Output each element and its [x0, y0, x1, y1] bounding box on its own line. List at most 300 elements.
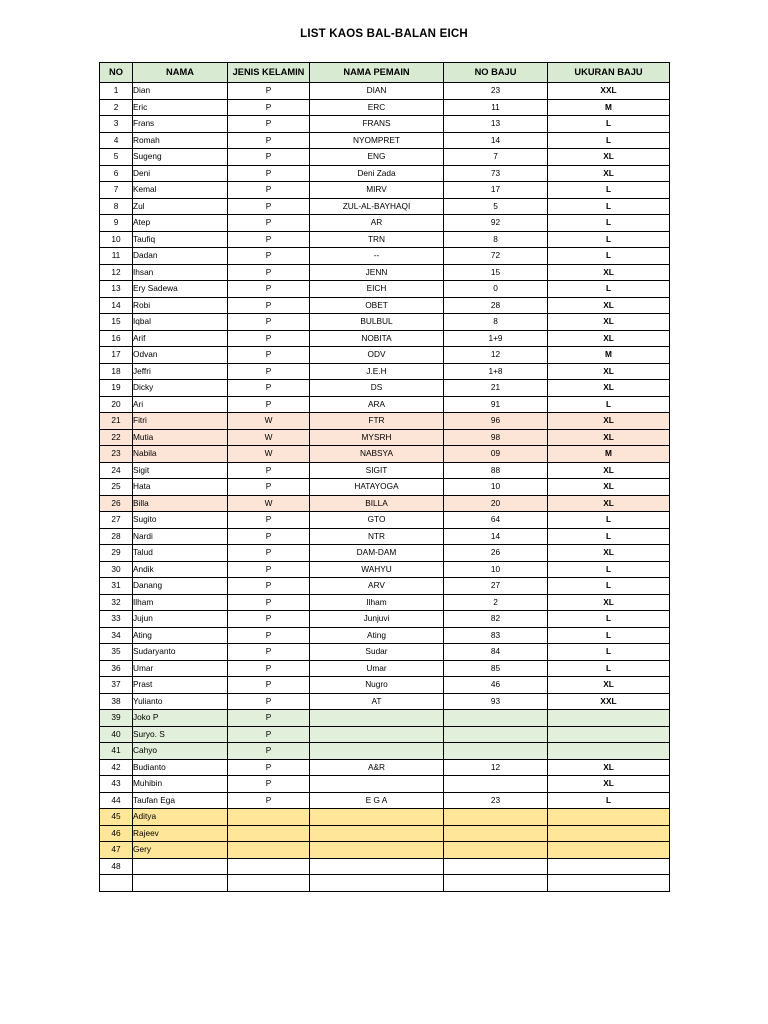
cell-ukuran-baju[interactable]: L [548, 578, 670, 595]
cell-jenis-kelamin[interactable]: P [228, 710, 310, 727]
cell-jenis-kelamin[interactable]: P [228, 264, 310, 281]
cell-no[interactable]: 29 [100, 545, 133, 562]
cell-nama-pemain[interactable]: JENN [310, 264, 444, 281]
cell-ukuran-baju[interactable] [548, 743, 670, 760]
cell-nama[interactable]: Zul [133, 198, 228, 215]
cell-nama[interactable]: Atep [133, 215, 228, 232]
cell-ukuran-baju[interactable]: L [548, 396, 670, 413]
cell-no-baju[interactable]: 82 [444, 611, 548, 628]
cell-jenis-kelamin[interactable]: P [228, 792, 310, 809]
cell-ukuran-baju[interactable]: XL [548, 297, 670, 314]
cell-ukuran-baju[interactable]: XXL [548, 693, 670, 710]
cell-jenis-kelamin[interactable] [228, 809, 310, 826]
cell-ukuran-baju[interactable]: L [548, 248, 670, 265]
cell-no[interactable]: 21 [100, 413, 133, 430]
cell-nama-pemain[interactable]: Sudar [310, 644, 444, 661]
cell-jenis-kelamin[interactable]: W [228, 495, 310, 512]
cell-no[interactable]: 47 [100, 842, 133, 859]
cell-ukuran-baju[interactable]: XL [548, 776, 670, 793]
cell-jenis-kelamin[interactable]: P [228, 215, 310, 232]
cell-jenis-kelamin[interactable]: P [228, 627, 310, 644]
cell-nama[interactable]: Jeffri [133, 363, 228, 380]
cell-nama-pemain[interactable]: Ating [310, 627, 444, 644]
cell-ukuran-baju[interactable] [548, 858, 670, 875]
cell-jenis-kelamin[interactable]: P [228, 198, 310, 215]
cell-ukuran-baju[interactable]: XL [548, 545, 670, 562]
cell-nama-pemain[interactable]: DS [310, 380, 444, 397]
cell-jenis-kelamin[interactable]: P [228, 380, 310, 397]
cell-no-baju[interactable]: 21 [444, 380, 548, 397]
cell-no-baju[interactable]: 12 [444, 347, 548, 364]
cell-nama[interactable]: Billa [133, 495, 228, 512]
cell-jenis-kelamin[interactable] [228, 842, 310, 859]
cell-no[interactable]: 41 [100, 743, 133, 760]
cell-nama-pemain[interactable] [310, 710, 444, 727]
cell-nama[interactable] [133, 858, 228, 875]
cell-ukuran-baju[interactable] [548, 875, 670, 892]
cell-nama[interactable]: Yulianto [133, 693, 228, 710]
cell-ukuran-baju[interactable]: XL [548, 330, 670, 347]
cell-nama[interactable]: Dian [133, 83, 228, 100]
cell-no-baju[interactable]: 64 [444, 512, 548, 529]
cell-jenis-kelamin[interactable]: P [228, 561, 310, 578]
cell-nama-pemain[interactable]: AT [310, 693, 444, 710]
cell-jenis-kelamin[interactable]: P [228, 297, 310, 314]
cell-ukuran-baju[interactable]: L [548, 231, 670, 248]
cell-nama[interactable]: Frans [133, 116, 228, 133]
cell-ukuran-baju[interactable]: XL [548, 429, 670, 446]
cell-no[interactable]: 27 [100, 512, 133, 529]
cell-no-baju[interactable]: 14 [444, 132, 548, 149]
cell-no[interactable]: 1 [100, 83, 133, 100]
cell-nama-pemain[interactable]: NABSYA [310, 446, 444, 463]
cell-no[interactable]: 19 [100, 380, 133, 397]
cell-jenis-kelamin[interactable]: P [228, 644, 310, 661]
cell-nama[interactable]: Odvan [133, 347, 228, 364]
cell-no-baju[interactable]: 8 [444, 231, 548, 248]
cell-nama-pemain[interactable]: ARA [310, 396, 444, 413]
cell-nama[interactable]: Arif [133, 330, 228, 347]
cell-nama[interactable]: Talud [133, 545, 228, 562]
cell-nama-pemain[interactable]: HATAYOGA [310, 479, 444, 496]
cell-jenis-kelamin[interactable]: P [228, 83, 310, 100]
cell-nama-pemain[interactable]: NYOMPRET [310, 132, 444, 149]
cell-ukuran-baju[interactable]: L [548, 528, 670, 545]
cell-ukuran-baju[interactable]: L [548, 198, 670, 215]
cell-no-baju[interactable]: 46 [444, 677, 548, 694]
cell-no[interactable]: 44 [100, 792, 133, 809]
cell-jenis-kelamin[interactable]: P [228, 165, 310, 182]
cell-nama[interactable]: Eric [133, 99, 228, 116]
header-no[interactable]: NO [100, 63, 133, 83]
cell-no-baju[interactable]: 1+9 [444, 330, 548, 347]
cell-no[interactable]: 26 [100, 495, 133, 512]
cell-ukuran-baju[interactable] [548, 710, 670, 727]
header-no-baju[interactable]: NO BAJU [444, 63, 548, 83]
cell-nama-pemain[interactable]: BILLA [310, 495, 444, 512]
cell-nama[interactable]: Ilham [133, 594, 228, 611]
cell-no[interactable]: 14 [100, 297, 133, 314]
cell-ukuran-baju[interactable]: XL [548, 462, 670, 479]
cell-no[interactable]: 4 [100, 132, 133, 149]
cell-nama-pemain[interactable]: FRANS [310, 116, 444, 133]
cell-no-baju[interactable]: 15 [444, 264, 548, 281]
cell-nama[interactable]: Taufan Ega [133, 792, 228, 809]
cell-nama-pemain[interactable] [310, 776, 444, 793]
cell-ukuran-baju[interactable]: L [548, 116, 670, 133]
cell-nama[interactable]: Andik [133, 561, 228, 578]
cell-no-baju[interactable]: 92 [444, 215, 548, 232]
cell-jenis-kelamin[interactable]: P [228, 512, 310, 529]
cell-no[interactable]: 15 [100, 314, 133, 331]
cell-nama-pemain[interactable] [310, 858, 444, 875]
cell-no[interactable]: 30 [100, 561, 133, 578]
cell-no-baju[interactable]: 96 [444, 413, 548, 430]
cell-ukuran-baju[interactable]: L [548, 281, 670, 298]
cell-nama-pemain[interactable]: ERC [310, 99, 444, 116]
cell-jenis-kelamin[interactable]: P [228, 248, 310, 265]
cell-nama[interactable]: Nabila [133, 446, 228, 463]
cell-nama[interactable]: Jujun [133, 611, 228, 628]
cell-no[interactable]: 6 [100, 165, 133, 182]
cell-nama[interactable]: Sigit [133, 462, 228, 479]
cell-no[interactable]: 31 [100, 578, 133, 595]
cell-jenis-kelamin[interactable]: P [228, 693, 310, 710]
cell-jenis-kelamin[interactable]: P [228, 743, 310, 760]
cell-no[interactable]: 39 [100, 710, 133, 727]
cell-jenis-kelamin[interactable]: P [228, 776, 310, 793]
cell-no[interactable]: 20 [100, 396, 133, 413]
cell-nama[interactable]: Prast [133, 677, 228, 694]
cell-no[interactable]: 18 [100, 363, 133, 380]
cell-ukuran-baju[interactable]: XL [548, 264, 670, 281]
cell-jenis-kelamin[interactable]: P [228, 479, 310, 496]
cell-no-baju[interactable]: 23 [444, 792, 548, 809]
cell-no-baju[interactable]: 73 [444, 165, 548, 182]
cell-ukuran-baju[interactable]: L [548, 611, 670, 628]
cell-jenis-kelamin[interactable] [228, 858, 310, 875]
cell-no[interactable]: 16 [100, 330, 133, 347]
cell-nama[interactable]: Ari [133, 396, 228, 413]
cell-nama[interactable]: Muhibin [133, 776, 228, 793]
cell-no-baju[interactable]: 12 [444, 759, 548, 776]
cell-nama-pemain[interactable]: AR [310, 215, 444, 232]
cell-nama-pemain[interactable] [310, 809, 444, 826]
cell-ukuran-baju[interactable]: L [548, 561, 670, 578]
cell-jenis-kelamin[interactable]: P [228, 677, 310, 694]
cell-no-baju[interactable] [444, 825, 548, 842]
cell-nama-pemain[interactable]: Deni Zada [310, 165, 444, 182]
cell-no[interactable]: 42 [100, 759, 133, 776]
cell-nama-pemain[interactable]: NOBITA [310, 330, 444, 347]
cell-no[interactable]: 3 [100, 116, 133, 133]
cell-nama-pemain[interactable]: NTR [310, 528, 444, 545]
cell-jenis-kelamin[interactable]: P [228, 578, 310, 595]
cell-nama-pemain[interactable]: A&R [310, 759, 444, 776]
header-ukuran-baju[interactable]: UKURAN BAJU [548, 63, 670, 83]
cell-no[interactable]: 34 [100, 627, 133, 644]
cell-no-baju[interactable]: 98 [444, 429, 548, 446]
cell-ukuran-baju[interactable]: L [548, 627, 670, 644]
cell-no-baju[interactable]: 20 [444, 495, 548, 512]
cell-jenis-kelamin[interactable]: P [228, 759, 310, 776]
cell-nama[interactable]: Sugeng [133, 149, 228, 166]
cell-nama-pemain[interactable]: ARV [310, 578, 444, 595]
cell-no[interactable]: 17 [100, 347, 133, 364]
cell-jenis-kelamin[interactable]: P [228, 462, 310, 479]
cell-nama[interactable] [133, 875, 228, 892]
cell-nama-pemain[interactable]: WAHYU [310, 561, 444, 578]
cell-no-baju[interactable] [444, 776, 548, 793]
cell-jenis-kelamin[interactable]: P [228, 363, 310, 380]
cell-no[interactable]: 45 [100, 809, 133, 826]
cell-no-baju[interactable]: 28 [444, 297, 548, 314]
cell-ukuran-baju[interactable]: XL [548, 165, 670, 182]
cell-nama[interactable]: Umar [133, 660, 228, 677]
cell-ukuran-baju[interactable]: L [548, 792, 670, 809]
cell-no-baju[interactable] [444, 743, 548, 760]
cell-no-baju[interactable] [444, 842, 548, 859]
cell-jenis-kelamin[interactable]: W [228, 446, 310, 463]
cell-jenis-kelamin[interactable]: P [228, 99, 310, 116]
cell-no[interactable]: 36 [100, 660, 133, 677]
cell-nama-pemain[interactable] [310, 842, 444, 859]
cell-nama-pemain[interactable]: EICH [310, 281, 444, 298]
cell-no-baju[interactable]: 0 [444, 281, 548, 298]
cell-nama[interactable]: Fitri [133, 413, 228, 430]
cell-nama-pemain[interactable]: OBET [310, 297, 444, 314]
header-nama[interactable]: NAMA [133, 63, 228, 83]
cell-ukuran-baju[interactable]: XL [548, 759, 670, 776]
cell-ukuran-baju[interactable]: XL [548, 413, 670, 430]
cell-ukuran-baju[interactable]: L [548, 644, 670, 661]
cell-no-baju[interactable]: 27 [444, 578, 548, 595]
cell-no[interactable]: 24 [100, 462, 133, 479]
cell-jenis-kelamin[interactable]: P [228, 660, 310, 677]
cell-nama[interactable]: Danang [133, 578, 228, 595]
cell-jenis-kelamin[interactable] [228, 875, 310, 892]
cell-jenis-kelamin[interactable]: P [228, 314, 310, 331]
cell-nama-pemain[interactable]: TRN [310, 231, 444, 248]
cell-nama-pemain[interactable]: E G A [310, 792, 444, 809]
cell-nama[interactable]: Hata [133, 479, 228, 496]
cell-no-baju[interactable]: 23 [444, 83, 548, 100]
cell-nama-pemain[interactable]: MIRV [310, 182, 444, 199]
cell-nama[interactable]: Sudaryanto [133, 644, 228, 661]
cell-ukuran-baju[interactable]: XL [548, 479, 670, 496]
cell-nama-pemain[interactable]: ODV [310, 347, 444, 364]
cell-nama-pemain[interactable] [310, 825, 444, 842]
cell-jenis-kelamin[interactable]: W [228, 413, 310, 430]
cell-nama-pemain[interactable]: FTR [310, 413, 444, 430]
cell-no-baju[interactable]: 13 [444, 116, 548, 133]
cell-ukuran-baju[interactable]: L [548, 182, 670, 199]
cell-ukuran-baju[interactable]: L [548, 132, 670, 149]
cell-nama-pemain[interactable]: DAM-DAM [310, 545, 444, 562]
cell-no[interactable]: 11 [100, 248, 133, 265]
cell-no-baju[interactable]: 1+8 [444, 363, 548, 380]
cell-nama[interactable]: Mutia [133, 429, 228, 446]
cell-no-baju[interactable]: 8 [444, 314, 548, 331]
cell-no-baju[interactable]: 10 [444, 561, 548, 578]
cell-no[interactable]: 12 [100, 264, 133, 281]
cell-nama-pemain[interactable] [310, 726, 444, 743]
cell-jenis-kelamin[interactable]: P [228, 330, 310, 347]
cell-jenis-kelamin[interactable]: P [228, 528, 310, 545]
cell-ukuran-baju[interactable] [548, 825, 670, 842]
cell-nama[interactable]: Aditya [133, 809, 228, 826]
cell-ukuran-baju[interactable]: XL [548, 149, 670, 166]
cell-jenis-kelamin[interactable]: P [228, 726, 310, 743]
cell-nama[interactable]: Nardi [133, 528, 228, 545]
cell-jenis-kelamin[interactable]: P [228, 182, 310, 199]
cell-no-baju[interactable] [444, 875, 548, 892]
cell-jenis-kelamin[interactable] [228, 825, 310, 842]
cell-nama[interactable]: Budianto [133, 759, 228, 776]
cell-no[interactable]: 8 [100, 198, 133, 215]
cell-no[interactable]: 13 [100, 281, 133, 298]
cell-nama[interactable]: Taufiq [133, 231, 228, 248]
cell-no-baju[interactable] [444, 858, 548, 875]
cell-jenis-kelamin[interactable]: W [228, 429, 310, 446]
cell-no-baju[interactable]: 26 [444, 545, 548, 562]
cell-no-baju[interactable] [444, 726, 548, 743]
cell-ukuran-baju[interactable]: XL [548, 314, 670, 331]
header-jenis-kelamin[interactable]: JENIS KELAMIN [228, 63, 310, 83]
cell-nama[interactable]: Ihsan [133, 264, 228, 281]
cell-ukuran-baju[interactable]: XL [548, 677, 670, 694]
cell-nama[interactable]: Romah [133, 132, 228, 149]
cell-no-baju[interactable]: 09 [444, 446, 548, 463]
cell-no-baju[interactable] [444, 809, 548, 826]
cell-no[interactable]: 2 [100, 99, 133, 116]
cell-ukuran-baju[interactable] [548, 726, 670, 743]
cell-nama-pemain[interactable]: DIAN [310, 83, 444, 100]
cell-nama-pemain[interactable]: MYSRH [310, 429, 444, 446]
cell-no[interactable]: 23 [100, 446, 133, 463]
cell-no-baju[interactable]: 2 [444, 594, 548, 611]
cell-no[interactable]: 40 [100, 726, 133, 743]
cell-ukuran-baju[interactable]: XL [548, 363, 670, 380]
cell-nama[interactable]: Sugito [133, 512, 228, 529]
cell-no-baju[interactable]: 14 [444, 528, 548, 545]
cell-nama-pemain[interactable]: J.E.H [310, 363, 444, 380]
cell-nama[interactable]: Dicky [133, 380, 228, 397]
cell-jenis-kelamin[interactable]: P [228, 396, 310, 413]
cell-no[interactable]: 28 [100, 528, 133, 545]
cell-no-baju[interactable]: 85 [444, 660, 548, 677]
cell-jenis-kelamin[interactable]: P [228, 116, 310, 133]
cell-nama[interactable]: Ating [133, 627, 228, 644]
cell-nama[interactable]: Gery [133, 842, 228, 859]
cell-nama[interactable]: Deni [133, 165, 228, 182]
cell-nama-pemain[interactable] [310, 743, 444, 760]
cell-no-baju[interactable] [444, 710, 548, 727]
cell-nama[interactable]: Suryo. S [133, 726, 228, 743]
cell-no-baju[interactable]: 10 [444, 479, 548, 496]
cell-no-baju[interactable]: 91 [444, 396, 548, 413]
cell-nama-pemain[interactable]: Ilham [310, 594, 444, 611]
cell-no[interactable]: 22 [100, 429, 133, 446]
cell-nama-pemain[interactable]: Nugro [310, 677, 444, 694]
cell-nama-pemain[interactable]: Umar [310, 660, 444, 677]
cell-no[interactable]: 48 [100, 858, 133, 875]
cell-ukuran-baju[interactable] [548, 842, 670, 859]
cell-no[interactable]: 33 [100, 611, 133, 628]
cell-nama[interactable]: Joko P [133, 710, 228, 727]
cell-no[interactable]: 43 [100, 776, 133, 793]
cell-jenis-kelamin[interactable]: P [228, 545, 310, 562]
cell-no-baju[interactable]: 72 [444, 248, 548, 265]
cell-no-baju[interactable]: 93 [444, 693, 548, 710]
cell-nama[interactable]: Ery Sadewa [133, 281, 228, 298]
cell-no-baju[interactable]: 11 [444, 99, 548, 116]
cell-no[interactable]: 32 [100, 594, 133, 611]
cell-nama-pemain[interactable]: ZUL-AL-BAYHAQI [310, 198, 444, 215]
cell-ukuran-baju[interactable]: XL [548, 495, 670, 512]
cell-ukuran-baju[interactable]: XXL [548, 83, 670, 100]
cell-nama-pemain[interactable] [310, 875, 444, 892]
cell-no[interactable]: 38 [100, 693, 133, 710]
cell-nama-pemain[interactable]: GTO [310, 512, 444, 529]
cell-jenis-kelamin[interactable]: P [228, 347, 310, 364]
cell-no[interactable]: 25 [100, 479, 133, 496]
cell-no[interactable]: 37 [100, 677, 133, 694]
cell-nama[interactable]: Rajeev [133, 825, 228, 842]
cell-ukuran-baju[interactable]: XL [548, 594, 670, 611]
cell-nama-pemain[interactable]: SIGIT [310, 462, 444, 479]
cell-ukuran-baju[interactable]: M [548, 446, 670, 463]
cell-nama[interactable]: Dadan [133, 248, 228, 265]
cell-nama-pemain[interactable]: ENG [310, 149, 444, 166]
cell-nama[interactable]: Iqbal [133, 314, 228, 331]
cell-no[interactable] [100, 875, 133, 892]
cell-no-baju[interactable]: 5 [444, 198, 548, 215]
cell-no[interactable]: 5 [100, 149, 133, 166]
cell-jenis-kelamin[interactable]: P [228, 281, 310, 298]
cell-no[interactable]: 7 [100, 182, 133, 199]
cell-jenis-kelamin[interactable]: P [228, 594, 310, 611]
cell-ukuran-baju[interactable]: L [548, 512, 670, 529]
cell-nama-pemain[interactable]: BULBUL [310, 314, 444, 331]
cell-no[interactable]: 10 [100, 231, 133, 248]
cell-ukuran-baju[interactable]: M [548, 347, 670, 364]
cell-jenis-kelamin[interactable]: P [228, 611, 310, 628]
cell-no-baju[interactable]: 88 [444, 462, 548, 479]
cell-no-baju[interactable]: 17 [444, 182, 548, 199]
cell-nama-pemain[interactable]: Junjuvi [310, 611, 444, 628]
cell-ukuran-baju[interactable]: L [548, 215, 670, 232]
cell-nama-pemain[interactable]: -- [310, 248, 444, 265]
cell-jenis-kelamin[interactable]: P [228, 149, 310, 166]
cell-no-baju[interactable]: 7 [444, 149, 548, 166]
cell-no[interactable]: 35 [100, 644, 133, 661]
cell-no-baju[interactable]: 84 [444, 644, 548, 661]
cell-no-baju[interactable]: 83 [444, 627, 548, 644]
cell-no[interactable]: 9 [100, 215, 133, 232]
cell-nama[interactable]: Kemal [133, 182, 228, 199]
cell-nama[interactable]: Robi [133, 297, 228, 314]
cell-ukuran-baju[interactable]: XL [548, 380, 670, 397]
cell-ukuran-baju[interactable]: L [548, 660, 670, 677]
cell-jenis-kelamin[interactable]: P [228, 231, 310, 248]
cell-jenis-kelamin[interactable]: P [228, 132, 310, 149]
header-nama-pemain[interactable]: NAMA PEMAIN [310, 63, 444, 83]
cell-no[interactable]: 46 [100, 825, 133, 842]
cell-ukuran-baju[interactable]: M [548, 99, 670, 116]
cell-ukuran-baju[interactable] [548, 809, 670, 826]
cell-nama[interactable]: Cahyo [133, 743, 228, 760]
